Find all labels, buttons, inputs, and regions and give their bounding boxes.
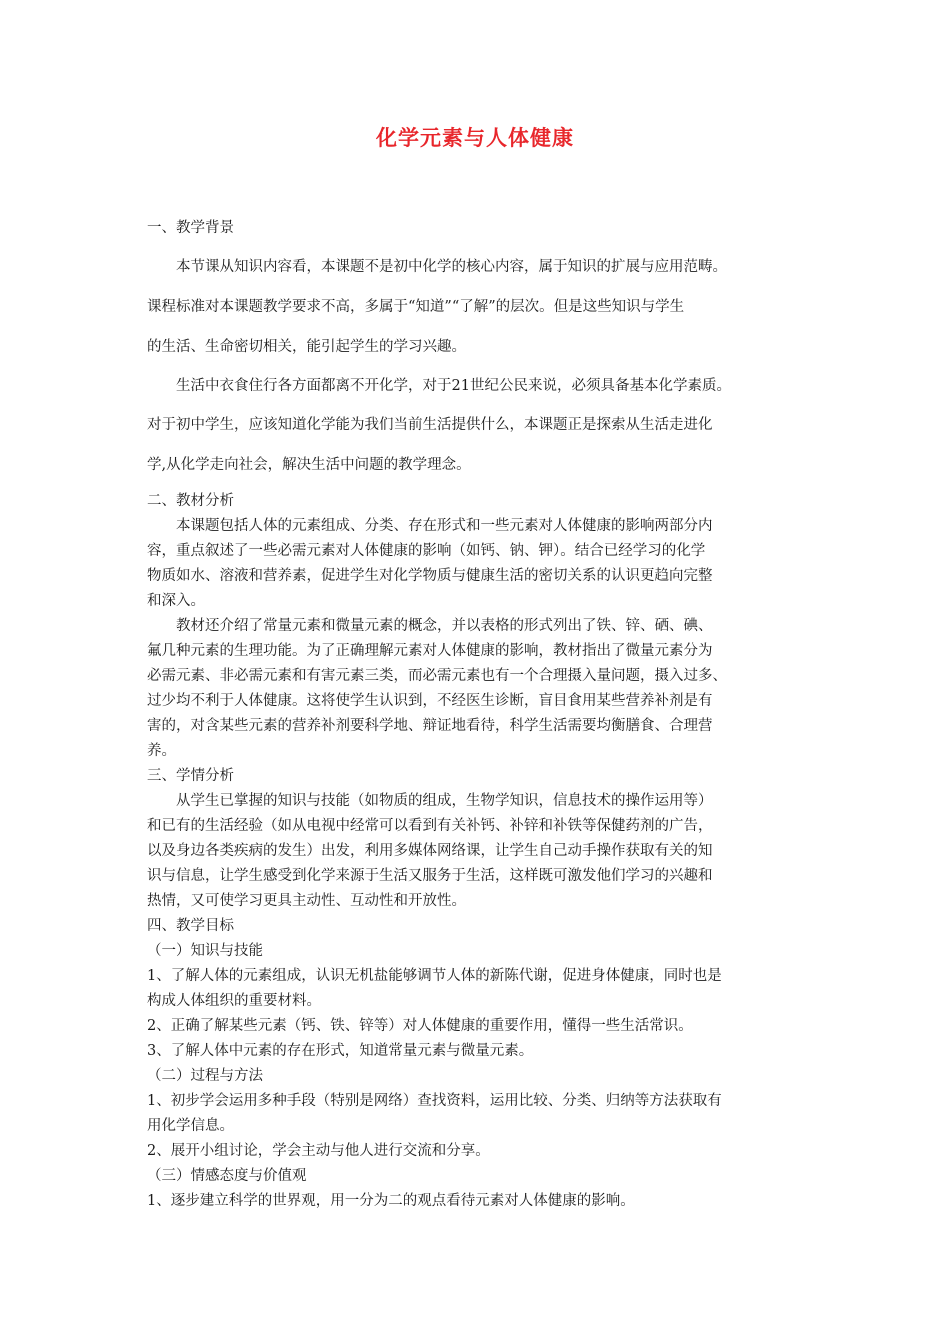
paragraph-line: 养。 [147, 743, 176, 759]
subsection-heading: （二）过程与方法 [147, 1068, 263, 1084]
section-heading: 一、教学背景 [147, 220, 234, 236]
subsection-heading: （三）情感态度与价值观 [147, 1168, 307, 1184]
paragraph-line: 识与信息，让学生感受到化学来源于生活又服务于生活，这样既可激发他们学习的兴趣和 [147, 868, 713, 884]
subsection-heading: （一）知识与技能 [147, 943, 263, 959]
list-item: 1、逐步建立科学的世界观，用一分为二的观点看待元素对人体健康的影响。 [147, 1193, 635, 1209]
paragraph-line: 课程标准对本课题教学要求不高，多属于“知道”“了解”的层次。但是这些知识与学生 [147, 299, 685, 315]
paragraph-line: 学,从化学走向社会，解决生活中问题的教学理念。 [147, 457, 471, 473]
paragraph-line: 和已有的生活经验（如从电视中经常可以看到有关补钙、补锌和补铁等保健药剂的广告， [147, 818, 713, 834]
list-item: 1、了解人体的元素组成，认识无机盐能够调节人体的新陈代谢，促进身体健康，同时也是 [147, 968, 722, 984]
page-title: 化学元素与人体健康 [376, 125, 574, 150]
section-heading: 二、教材分析 [147, 493, 234, 509]
paragraph-line: 氟几种元素的生理功能。为了正确理解元素对人体健康的影响，教材指出了微量元素分为 [147, 643, 713, 659]
paragraph-line: 热情，又可使学习更具主动性、互动性和开放性。 [147, 893, 466, 909]
section-heading: 三、学情分析 [147, 768, 234, 784]
paragraph-line: 必需元素、非必需元素和有害元素三类，而必需元素也有一个合理摄入量问题，摄入过多、 [147, 668, 727, 684]
list-item: 2、展开小组讨论，学会主动与他人进行交流和分享。 [147, 1143, 490, 1159]
paragraph-line: 以及身边各类疾病的发生）出发，利用多媒体网络课，让学生自己动手操作获取有关的知 [147, 843, 713, 859]
list-item-continuation: 构成人体组织的重要材料。 [147, 993, 321, 1009]
paragraph-line: 从学生已掌握的知识与技能（如物质的组成，生物学知识，信息技术的操作运用等） [176, 793, 713, 809]
paragraph-line: 对于初中学生，应该知道化学能为我们当前生活提供什么，本课题正是探索从生活走进化 [147, 417, 713, 433]
paragraph-line: 容，重点叙述了一些必需元素对人体健康的影响（如钙、钠、钾）。结合已经学习的化学 [147, 543, 706, 559]
list-item: 1、初步学会运用多种手段（特别是网络）查找资料，运用比较、分类、归纳等方法获取有 [147, 1093, 722, 1109]
paragraph-line: 生活中衣食住行各方面都离不开化学，对于21世纪公民来说，必须具备基本化学素质。 [176, 378, 731, 394]
paragraph-line: 本节课从知识内容看，本课题不是初中化学的核心内容，属于知识的扩展与应用范畴。 [176, 259, 727, 275]
list-item-continuation: 用化学信息。 [147, 1118, 234, 1134]
paragraph-line: 本课题包括人体的元素组成、分类、存在形式和一些元素对人体健康的影响两部分内 [176, 518, 713, 534]
paragraph-line: 教材还介绍了常量元素和微量元素的概念，并以表格的形式列出了铁、锌、硒、碘、 [176, 618, 713, 634]
section-heading: 四、教学目标 [147, 918, 234, 934]
paragraph-line: 物质如水、溶液和营养素，促进学生对化学物质与健康生活的密切关系的认识更趋向完整 [147, 568, 713, 584]
paragraph-line: 过少均不利于人体健康。这将使学生认识到，不经医生诊断，盲目食用某些营养补剂是有 [147, 693, 713, 709]
paragraph-line: 和深入。 [147, 593, 205, 609]
paragraph-line: 的生活、生命密切相关，能引起学生的学习兴趣。 [147, 339, 466, 355]
list-item: 2、正确了解某些元素（钙、铁、锌等）对人体健康的重要作用，懂得一些生活常识。 [147, 1018, 693, 1034]
paragraph-line: 害的，对含某些元素的营养补剂要科学地、辩证地看待，科学生活需要均衡膳食、合理营 [147, 718, 713, 734]
list-item: 3、了解人体中元素的存在形式，知道常量元素与微量元素。 [147, 1043, 534, 1059]
